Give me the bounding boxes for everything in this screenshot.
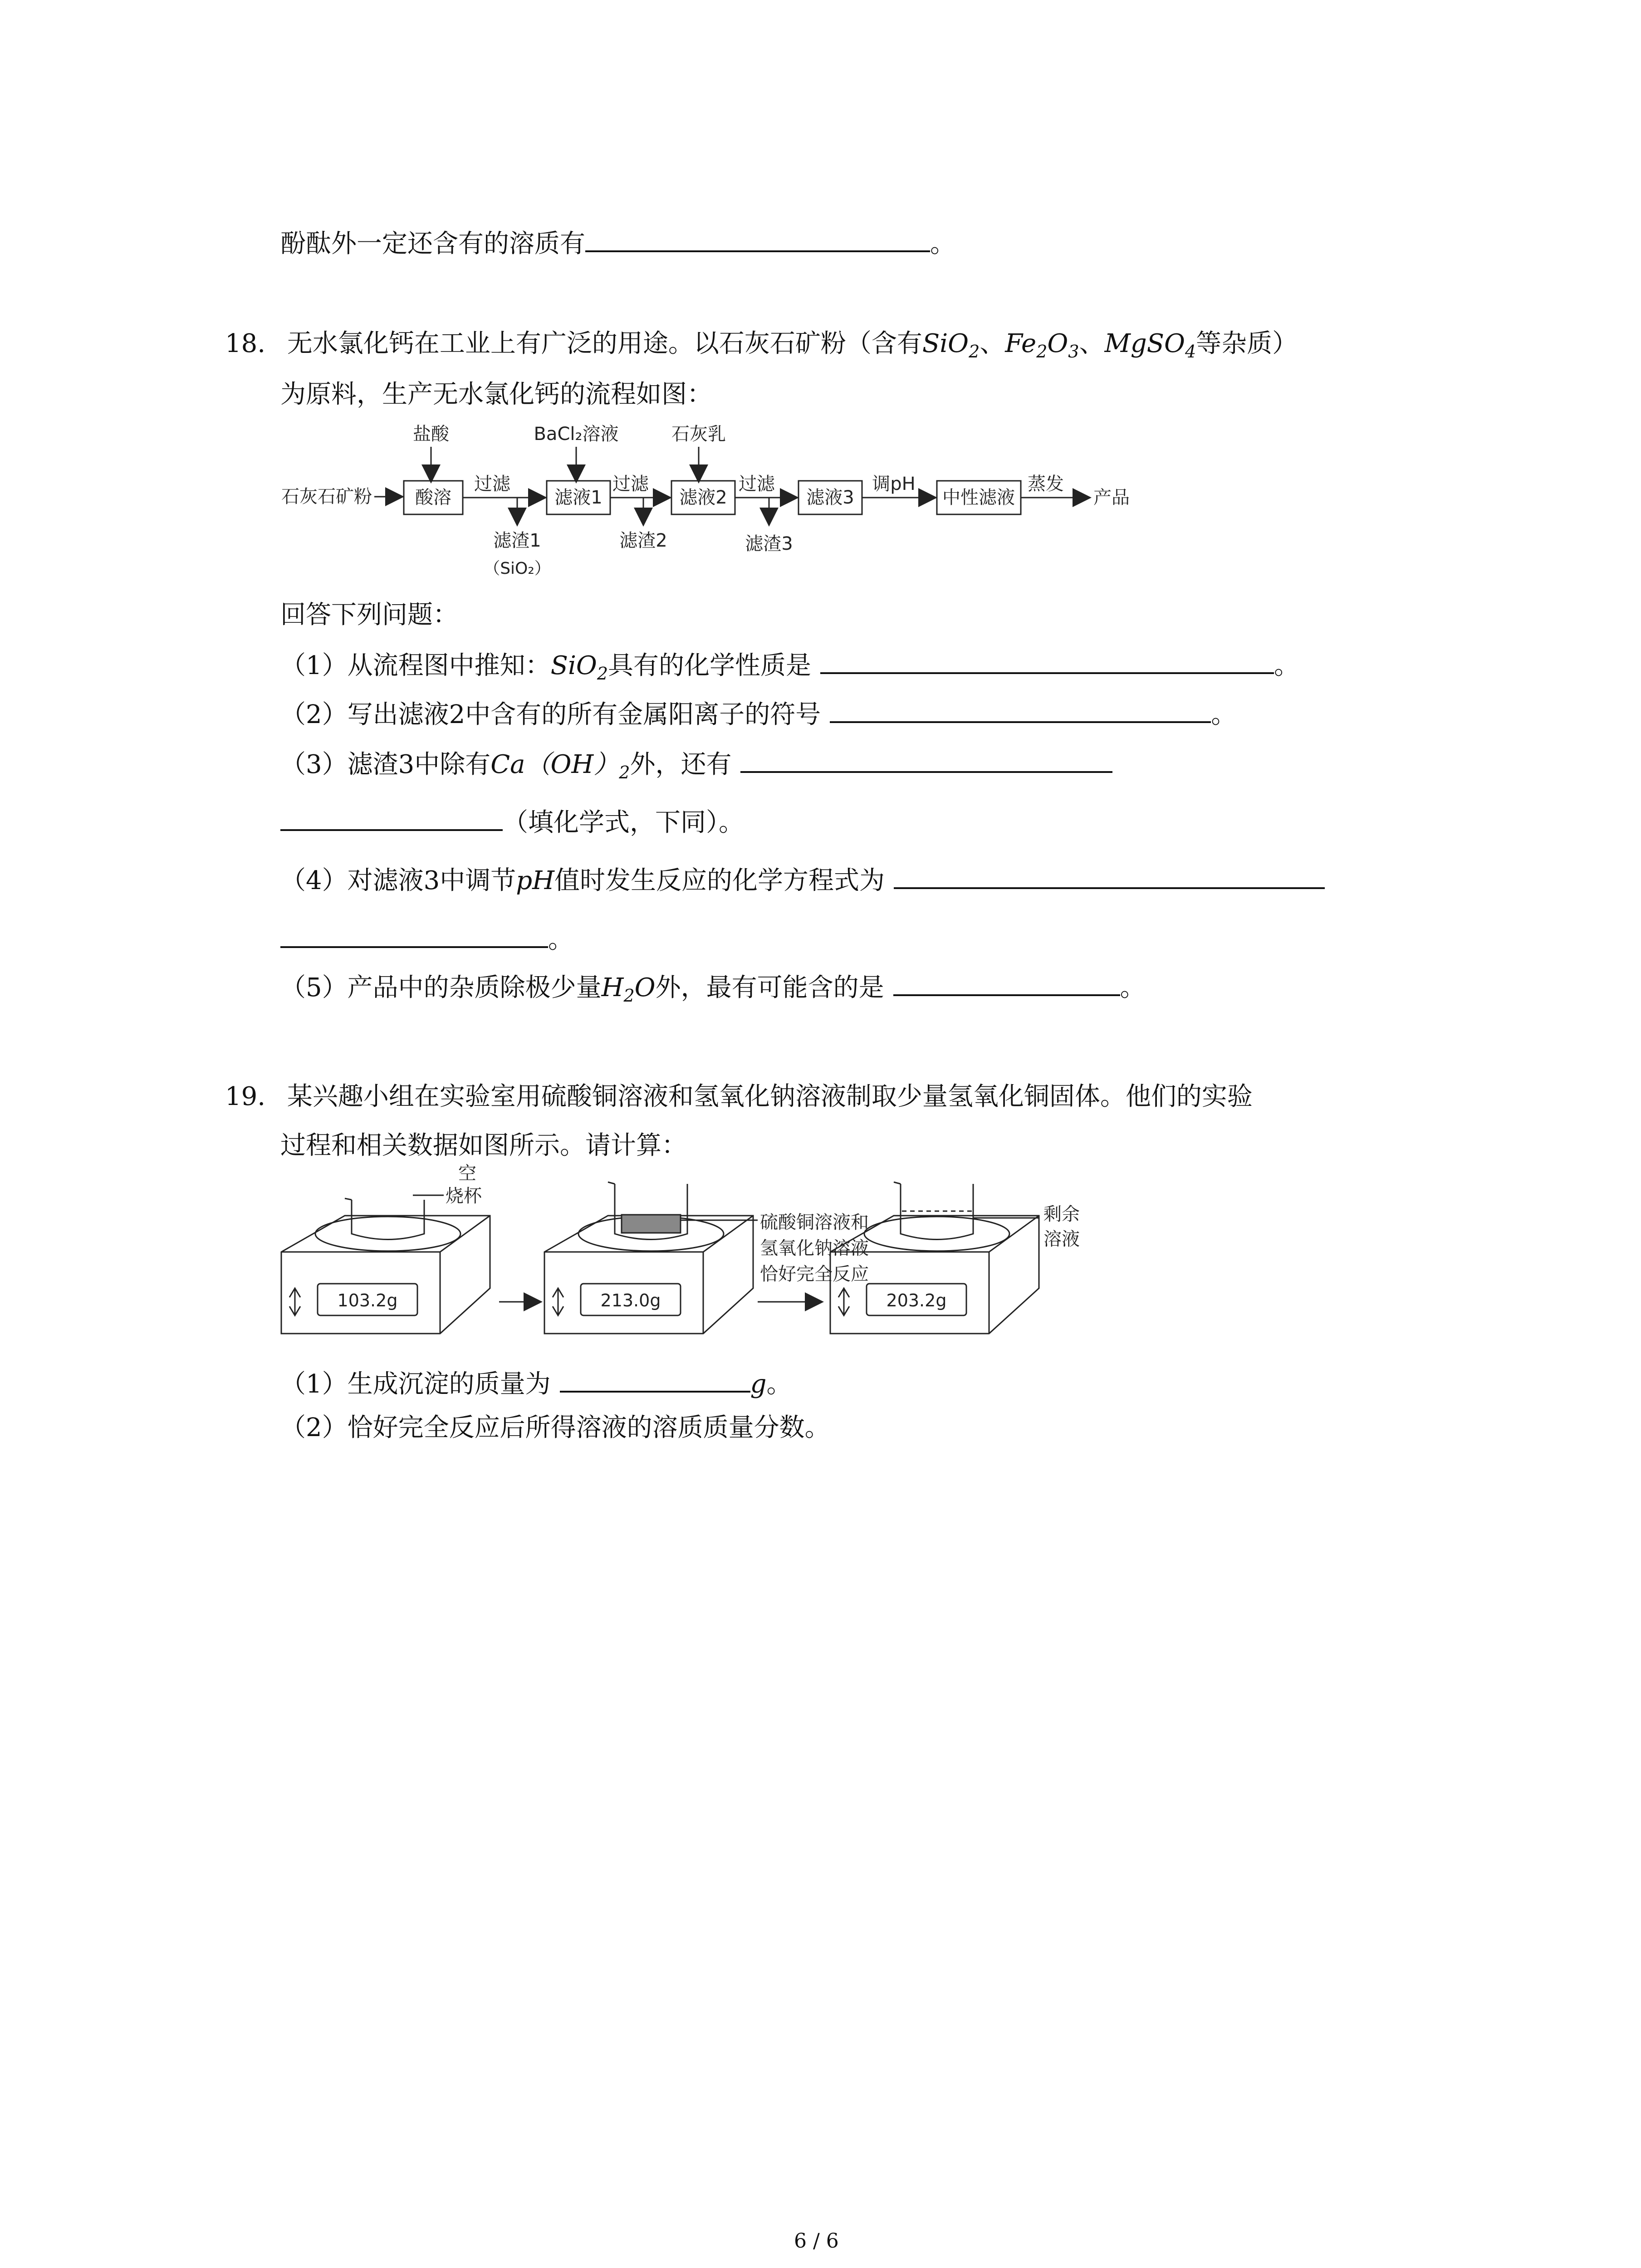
q18-part2: （2）写出滤液2中含有的所有金属阳离子的符号 。 bbox=[280, 694, 1236, 733]
q18-p3-blank-b[interactable] bbox=[280, 802, 503, 831]
flow-op1: 过滤 bbox=[474, 474, 510, 494]
flow-op3: 过滤 bbox=[739, 474, 775, 494]
flow-reagent2: BaCl₂溶液 bbox=[534, 424, 619, 445]
q18-part3-cont: （填化学式，下同）。 bbox=[280, 802, 744, 841]
q17-tail-text: 酚酞外一定还含有的溶质有 bbox=[280, 229, 585, 259]
q18-number: 18. bbox=[225, 329, 266, 358]
q18-part3: （3）滤渣3中除有$Ca(OH)_2$外，还有 bbox=[280, 744, 1112, 791]
svg-text:滤液3: 滤液3 bbox=[806, 487, 854, 508]
flow-start: 石灰石矿粉 bbox=[281, 486, 372, 507]
q18-part4: （4）对滤液3中调节pH值时发生反应的化学方程式为 bbox=[280, 860, 1325, 899]
label-mix-1: 硫酸铜溶液和 bbox=[760, 1212, 869, 1233]
flow-reagent3: 石灰乳 bbox=[671, 424, 726, 445]
svg-text:中性滤液: 中性滤液 bbox=[942, 487, 1015, 508]
flow-res1: 滤渣1 bbox=[493, 530, 541, 551]
reading-1: 103.2g bbox=[337, 1290, 398, 1310]
q19-p1-blank[interactable] bbox=[560, 1364, 750, 1393]
q18-stem-line2: 为原料，生产无水氯化钙的流程如图： bbox=[280, 380, 712, 409]
balance-1 bbox=[281, 1195, 490, 1334]
q17-answer-blank[interactable] bbox=[585, 223, 930, 252]
q18-stem-line1: 18. 无水氯化钙在工业上有广泛的用途。以石灰石矿粉（含有SiO$_2$、$Fe_2O_3$、MgSO$_4$等杂质） bbox=[225, 329, 1298, 362]
label-empty-2: 烧杯 bbox=[446, 1186, 482, 1207]
q18-part4-cont: 。 bbox=[280, 919, 573, 958]
label-mix-3: 恰好完全反应 bbox=[760, 1264, 869, 1285]
q18-p2-blank[interactable] bbox=[830, 694, 1211, 723]
label-empty-1: 空 bbox=[458, 1163, 476, 1184]
q18-part5: （5）产品中的杂质除极少量$H_2O$外，最有可能含的是 。 bbox=[280, 967, 1146, 1014]
flow-op2: 过滤 bbox=[612, 474, 649, 494]
flow-reagent1: 盐酸 bbox=[413, 424, 449, 445]
q18-p4-blank-b[interactable] bbox=[280, 919, 548, 948]
page-number: 6 / 6 bbox=[794, 2229, 839, 2253]
reading-2: 213.0g bbox=[600, 1290, 661, 1310]
flow-op4: 调pH bbox=[872, 474, 916, 494]
flow-res1-note: （SiO₂） bbox=[484, 559, 551, 578]
q19-stem-line2: 过程和相关数据如图所示。请计算： bbox=[280, 1131, 687, 1160]
q17-tail-line: 酚酞外一定还含有的溶质有 。 bbox=[280, 223, 955, 262]
q19-balance-figure bbox=[277, 1161, 1116, 1370]
q18-answer-intro: 回答下列问题： bbox=[280, 600, 458, 630]
flow-res3: 滤渣3 bbox=[745, 533, 793, 554]
q18-part1: （1）从流程图中推知：SiO$_2$具有的化学性质是 。 bbox=[280, 645, 1299, 692]
q19-stem-line1: 19. 某兴趣小组在实验室用硫酸铜溶液和氢氧化钠溶液制取少量氢氧化铜固体。他们的实验 bbox=[225, 1082, 1253, 1111]
reading-3: 203.2g bbox=[886, 1290, 947, 1310]
flow-res2: 滤渣2 bbox=[619, 530, 667, 551]
svg-text:酸溶: 酸溶 bbox=[415, 487, 451, 508]
q18-flow-chart bbox=[272, 417, 1180, 599]
svg-text:滤液2: 滤液2 bbox=[679, 487, 727, 508]
balance-2 bbox=[544, 1182, 758, 1334]
q18-p3-blank-a[interactable] bbox=[740, 744, 1112, 773]
q19-number: 19. bbox=[225, 1082, 266, 1111]
label-rest-1: 剩余 bbox=[1043, 1204, 1080, 1225]
label-rest-2: 溶液 bbox=[1043, 1229, 1080, 1250]
label-mix-2: 氢氧化钠溶液 bbox=[760, 1238, 869, 1259]
q18-p5-blank[interactable] bbox=[893, 967, 1120, 996]
flow-op5: 蒸发 bbox=[1028, 474, 1064, 494]
q19-part1: （1）生成沉淀的质量为 g。 bbox=[280, 1364, 792, 1403]
q19-part2: （2）恰好完全反应后所得溶液的溶质质量分数。 bbox=[280, 1413, 830, 1442]
q18-p1-blank[interactable] bbox=[820, 645, 1274, 674]
flow-end: 产品 bbox=[1093, 487, 1130, 508]
svg-text:滤液1: 滤液1 bbox=[554, 487, 603, 508]
q18-p4-blank-a[interactable] bbox=[894, 860, 1325, 889]
